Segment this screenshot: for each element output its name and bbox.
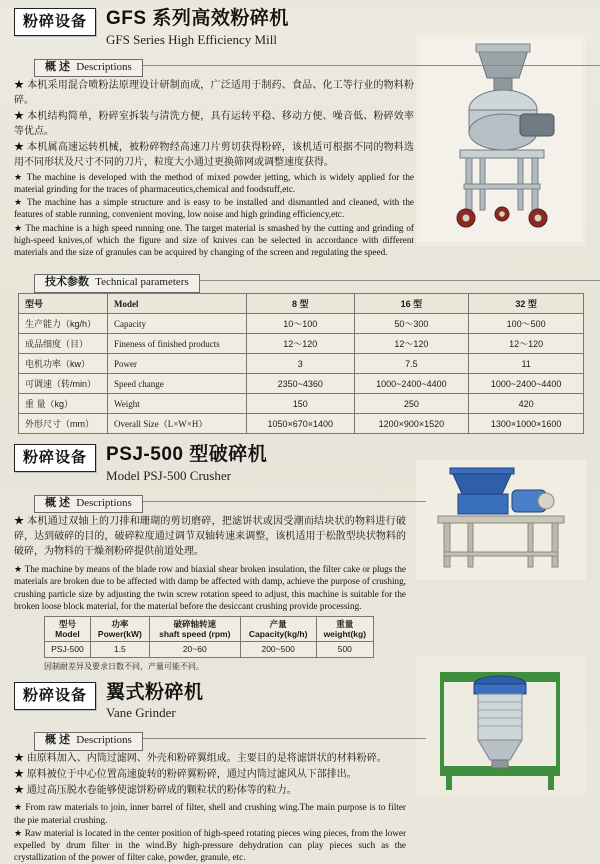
cell: 500 <box>316 642 373 657</box>
para-en: ★ The machine is developed with the method of mixed powder jetting, which is widely applied for the material grinding for the traces of pharmaceutics,chemical and foodstuff,etc. <box>14 171 414 194</box>
cell: 20~60 <box>149 642 240 657</box>
th-model-cn: 型号 <box>58 619 76 630</box>
description-text-1 <box>14 78 414 259</box>
th-type-8: 8 型 <box>247 294 355 314</box>
product-title-en-2: Model PSJ-500 Crusher <box>106 468 231 484</box>
th-weight <box>316 617 373 642</box>
para-cn: ★ 通过高压脱水卷能够使滤饼粉碎成的颗粒状的粉体等的粒力。 <box>14 785 297 797</box>
table-row <box>19 374 584 394</box>
cell: 100～500 <box>469 314 584 334</box>
cell: Capacity <box>108 314 247 334</box>
para-cn: ★ 由原料加入、内筒过滤网、外壳和粉碎翼组成。主要目的是将滤饼状的材料粉碎。 <box>14 753 387 765</box>
descriptions-label-3 <box>34 732 143 750</box>
cell: 7.5 <box>354 354 469 374</box>
cell: 12～120 <box>469 334 584 354</box>
cell: 250 <box>354 394 469 414</box>
para-en: ★ From raw materials to join, inner barrel of filter, shell and crushing wing.The main purpose is to filter the pie material crushing. <box>14 802 406 825</box>
tech-label-en: Technical parameters <box>95 276 189 289</box>
descriptions-label-en-2: Descriptions <box>76 497 132 510</box>
cell: 1000~2400~4400 <box>469 374 584 394</box>
descriptions-label-cn-3: 概 述 <box>45 734 71 747</box>
th-capacity <box>240 617 316 642</box>
table-note-2: 因制耐差异及要求日数不同，产量可能不同。 <box>44 661 204 671</box>
cell: 11 <box>469 354 584 374</box>
psj-crusher-illustration <box>416 460 586 580</box>
table-row <box>45 617 374 642</box>
th-capacity-cn: 产量 <box>269 619 287 630</box>
cell: 200~500 <box>240 642 316 657</box>
cell: 12～120 <box>247 334 355 354</box>
table-row <box>19 414 584 434</box>
cell: 12～120 <box>354 334 469 354</box>
th-shaft-en: shaft speed (rpm) <box>159 629 231 640</box>
th-power-en: Power(kW) <box>97 629 142 640</box>
cell: 电机功率（kw） <box>19 354 108 374</box>
section-titles-1 <box>106 8 289 49</box>
descriptions-label-2 <box>34 495 143 513</box>
table-row <box>19 354 584 374</box>
product-title-cn-2: PSJ-500 型破碎机 <box>106 444 268 466</box>
cell: 50～300 <box>354 314 469 334</box>
cell: 重 量（kg） <box>19 394 108 414</box>
th-shaft-cn: 破碎轴转速 <box>173 619 217 630</box>
cell: 外形尺寸（mm） <box>19 414 108 434</box>
product-photo-vane-grinder <box>416 656 586 796</box>
cell: 420 <box>469 394 584 414</box>
th-power-cn: 功率 <box>111 619 129 630</box>
tech-label-cn: 技术参数 <box>45 276 89 289</box>
th-weight-en: weight(kg) <box>323 629 367 640</box>
descriptions-label-en-3: Descriptions <box>76 734 132 747</box>
description-text-2 <box>14 514 406 612</box>
th-model <box>45 617 91 642</box>
para-en: ★ The machine has a simple structure and is easy to be installed and dismantled and cleaned, with the features of stable running, convenient moving, low noise and high grinding efficiency,etc. <box>14 197 414 220</box>
cell: 1300×1000×1600 <box>469 414 584 434</box>
cell: 1.5 <box>90 642 149 657</box>
product-title-cn-1: GFS 系列高效粉碎机 <box>106 8 289 29</box>
cell: 1000~2400~4400 <box>354 374 469 394</box>
vane-grinder-illustration <box>416 656 586 796</box>
th-weight-cn: 重量 <box>336 619 354 630</box>
cell: Fineness of finished products <box>108 334 247 354</box>
cell: 成品细度（目） <box>19 334 108 354</box>
descriptions-label-cn-2: 概 述 <box>45 497 71 510</box>
cell: 3 <box>247 354 355 374</box>
th-type-32: 32 型 <box>469 294 584 314</box>
para-en: ★ Raw material is located in the center position of high-speed rotating pieces wing pieces, from the lower expelled by drum filter in the wind.By high-pressure dehydration can play pieces such as the crystallization of the power of filter cake, powder, granule, etc. <box>14 827 406 863</box>
product-title-cn-3: 翼式粉碎机 <box>106 681 204 703</box>
cell: 150 <box>247 394 355 414</box>
table-row <box>45 642 374 657</box>
section-badge-2: 粉碎设备 <box>14 444 96 472</box>
descriptions-label-cn-1: 概 述 <box>45 60 71 73</box>
para-cn: ★ 本机属高速运转机械，被粉碎物经高速刀片剪切获得粉碎，该机适可根据不同的物料选用不同形状及尺寸不同的刀片，粒度大小通过更换筛网或调整速度获得。 <box>14 141 414 168</box>
para-en: ★ The machine by means of the blade row and biaxial shear broken insulation, the filter cake or plugs the materials are broken due to be affected with damp be affected with damp, achieve the purpose of crushing, crushing particle size by adjusting the twin screw rotation speed to adjust, this machine is suitable for the broken loose block material, for the material before the desiccant crushing provide processing. <box>14 564 406 611</box>
table-row <box>19 394 584 414</box>
cell: 10～100 <box>247 314 355 334</box>
th-capacity-en: Capacity(kg/h) <box>248 629 308 640</box>
descriptions-bar-3 <box>34 730 426 747</box>
cell: Weight <box>108 394 247 414</box>
product-title-en-1: GFS Series High Efficiency Mill <box>106 31 277 47</box>
th-model-en: Model <box>55 629 80 640</box>
description-text-3 <box>14 751 406 863</box>
product-title-en-3: Vane Grinder <box>106 705 176 721</box>
para-cn: ★ 本机采用混合喷粉法原理设计研制而成，广泛适用于制药、食品、化工等行业的物料粉碎。 <box>14 79 414 106</box>
descriptions-label-1 <box>34 59 143 77</box>
table-row <box>19 334 584 354</box>
para-cn: ★ 本机结构简单，粉碎室拆装与清洗方便，具有运转平稳、移动方便、噪音低、粉碎效率等优点。 <box>14 110 414 137</box>
catalog-page <box>0 8 600 863</box>
descriptions-label-en-1: Descriptions <box>76 60 132 73</box>
section-titles-2 <box>106 444 267 485</box>
cell: Speed change <box>108 374 247 394</box>
cell: 1200×900×1520 <box>354 414 469 434</box>
product-photo-gfs-mill <box>416 34 586 246</box>
technical-parameters-label <box>34 274 200 292</box>
gfs-mill-illustration <box>416 34 586 246</box>
technical-parameters-bar-1 <box>34 272 600 289</box>
table-row <box>19 294 584 314</box>
para-en: ★ The machine is a high speed running one. The target material is smashed by the cutting and grinding of high-speed knives,of which the figure and size of knives can be selected in accordance with different materials and the size of granules can be acquired by changing of the screen and regulating the speed. <box>14 222 414 258</box>
cell: 2350~4360 <box>247 374 355 394</box>
section-badge-1: 粉碎设备 <box>14 8 96 36</box>
th-shaft-speed <box>149 617 240 642</box>
section-titles-3 <box>106 682 204 723</box>
para-cn: ★ 本机通过双轴上的刀排和珊瑚的剪切磨碎，把滤饼状或因受潮而结块状的物料进行破碎，达到破碎的目的，破碎粒度通过调节双轴转速来调整，该机适用于松散型块状物料的破碎，为物料的干燥剂粉碎提供前道处理。 <box>14 516 406 558</box>
table-row <box>19 314 584 334</box>
product-photo-psj-crusher <box>416 460 586 580</box>
cell: PSJ-500 <box>45 642 91 657</box>
th-model-en: Model <box>108 294 247 314</box>
th-model-cn: 型号 <box>19 294 108 314</box>
th-type-16: 16 型 <box>354 294 469 314</box>
para-cn: ★ 原料被位于中心位置高速旋转的粉碎翼粉碎，通过内筒过滤风从下部排出。 <box>14 769 357 781</box>
section-badge-3: 粉碎设备 <box>14 682 96 710</box>
spec-table-1 <box>18 293 584 434</box>
spec-table-2 <box>44 616 374 658</box>
cell: Power <box>108 354 247 374</box>
cell: 可调速（转/min） <box>19 374 108 394</box>
cell: 1050×670×1400 <box>247 414 355 434</box>
cell: Overall Size（L×W×H） <box>108 414 247 434</box>
cell: 生产能力（kg/h） <box>19 314 108 334</box>
descriptions-bar-2 <box>34 493 426 510</box>
th-power <box>90 617 149 642</box>
